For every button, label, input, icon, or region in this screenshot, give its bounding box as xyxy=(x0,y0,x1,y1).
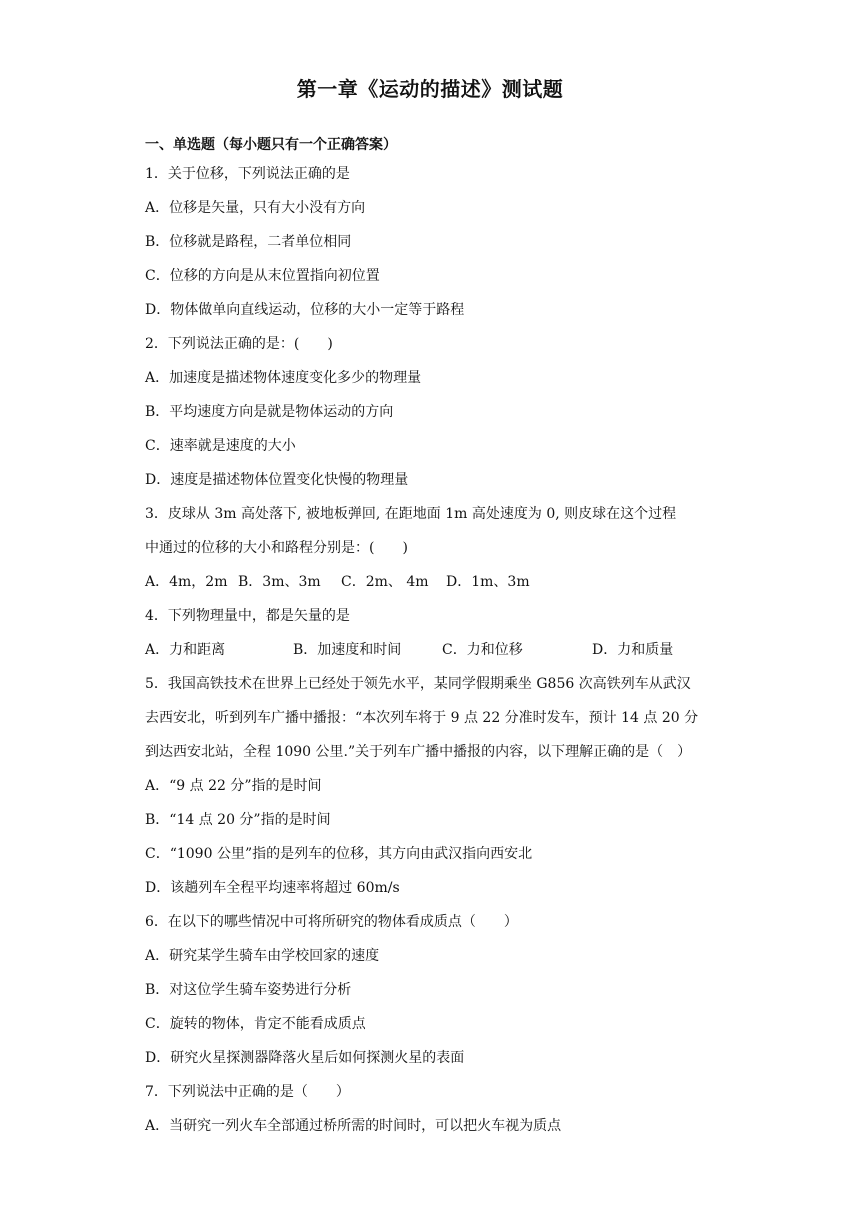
question-5-option-d: D．该趟列车全程平均速率将超过 60m/s xyxy=(145,880,400,896)
question-4-stem: 4．下列物理量中，都是矢量的是 xyxy=(145,608,350,624)
question-5-option-a: A．“9 点 22 分”指的是时间 xyxy=(145,778,322,794)
question-2-stem: 2．下列说法正确的是：( ) xyxy=(145,336,333,352)
question-3-option-b: B．3m、3m xyxy=(238,574,321,590)
question-7-stem: 7．下列说法中正确的是（ ） xyxy=(145,1084,350,1100)
question-4-option-d: D．力和质量 xyxy=(592,642,674,658)
question-5-option-c: C．“1090 公里”指的是列车的位移，其方向由武汉指向西安北 xyxy=(145,846,533,862)
question-4-options xyxy=(145,633,720,667)
question-2-option-a: A．加速度是描述物体速度变化多少的物理量 xyxy=(145,370,422,386)
question-1-option-c: C．位移的方向是从末位置指向初位置 xyxy=(145,268,380,284)
question-5-stem-line-2: 去西安北，听到列车广播中播报：“本次列车将于 9 点 22 分准时发车，预计 14 点 20 分 xyxy=(145,710,699,726)
question-6-option-d: D．研究火星探测器降落火星后如何探测火星的表面 xyxy=(145,1050,465,1066)
question-3-options xyxy=(145,565,720,599)
question-1-option-b: B．位移就是路程，二者单位相同 xyxy=(145,234,352,250)
question-6-stem: 6．在以下的哪些情况中可将所研究的物体看成质点（ ） xyxy=(145,914,518,930)
question-3-stem-line-2: 中通过的位移的大小和路程分别是：( ) xyxy=(145,540,408,556)
question-5-stem-line-1: 5．我国高铁技术在世界上已经处于领先水平，某同学假期乘坐 G856 次高铁列车从武汉 xyxy=(145,676,691,692)
question-4-option-a: A．力和距离 xyxy=(145,642,226,658)
question-5-option-b: B．“14 点 20 分”指的是时间 xyxy=(145,812,331,828)
question-5-stem-line-3: 到达西安北站，全程 1090 公里.”关于列车广播中播报的内容，以下理解正确的是（ ） xyxy=(145,744,692,760)
question-6-option-c: C．旋转的物体，肯定不能看成质点 xyxy=(145,1016,366,1032)
question-4-option-b: B．加速度和时间 xyxy=(293,642,402,658)
question-1-option-d: D．物体做单向直线运动，位移的大小一定等于路程 xyxy=(145,302,465,318)
question-list xyxy=(145,133,720,1143)
question-1-option-a: A．位移是矢量，只有大小没有方向 xyxy=(145,200,366,216)
question-6-option-a: A．研究某学生骑车由学校回家的速度 xyxy=(145,948,380,964)
question-7-option-a: A．当研究一列火车全部通过桥所需的时间时，可以把火车视为质点 xyxy=(145,1118,562,1134)
question-3-option-a: A．4m，2m xyxy=(145,574,228,590)
question-3-option-d: D．1m、3m xyxy=(446,574,530,590)
question-2-option-c: C．速率就是速度的大小 xyxy=(145,438,296,454)
question-1-stem: 1．关于位移，下列说法正确的是 xyxy=(145,166,350,182)
section-heading: 一、单选题（每小题只有一个正确答案） xyxy=(145,137,397,153)
question-2-option-b: B．平均速度方向是就是物体运动的方向 xyxy=(145,404,394,420)
question-6-option-b: B．对这位学生骑车姿势进行分析 xyxy=(145,982,352,998)
page-title: 第一章《运动的描述》测试题 xyxy=(296,77,564,101)
question-3-option-c: C．2m、 4m xyxy=(341,574,429,590)
question-2-option-d: D．速度是描述物体位置变化快慢的物理量 xyxy=(145,472,409,488)
question-3-stem-line-1: 3．皮球从 3m 高处落下, 被地板弹回, 在距地面 1m 高处速度为 0, 则皮球在这个过程 xyxy=(145,506,677,522)
question-4-option-c: C．力和位移 xyxy=(442,642,523,658)
